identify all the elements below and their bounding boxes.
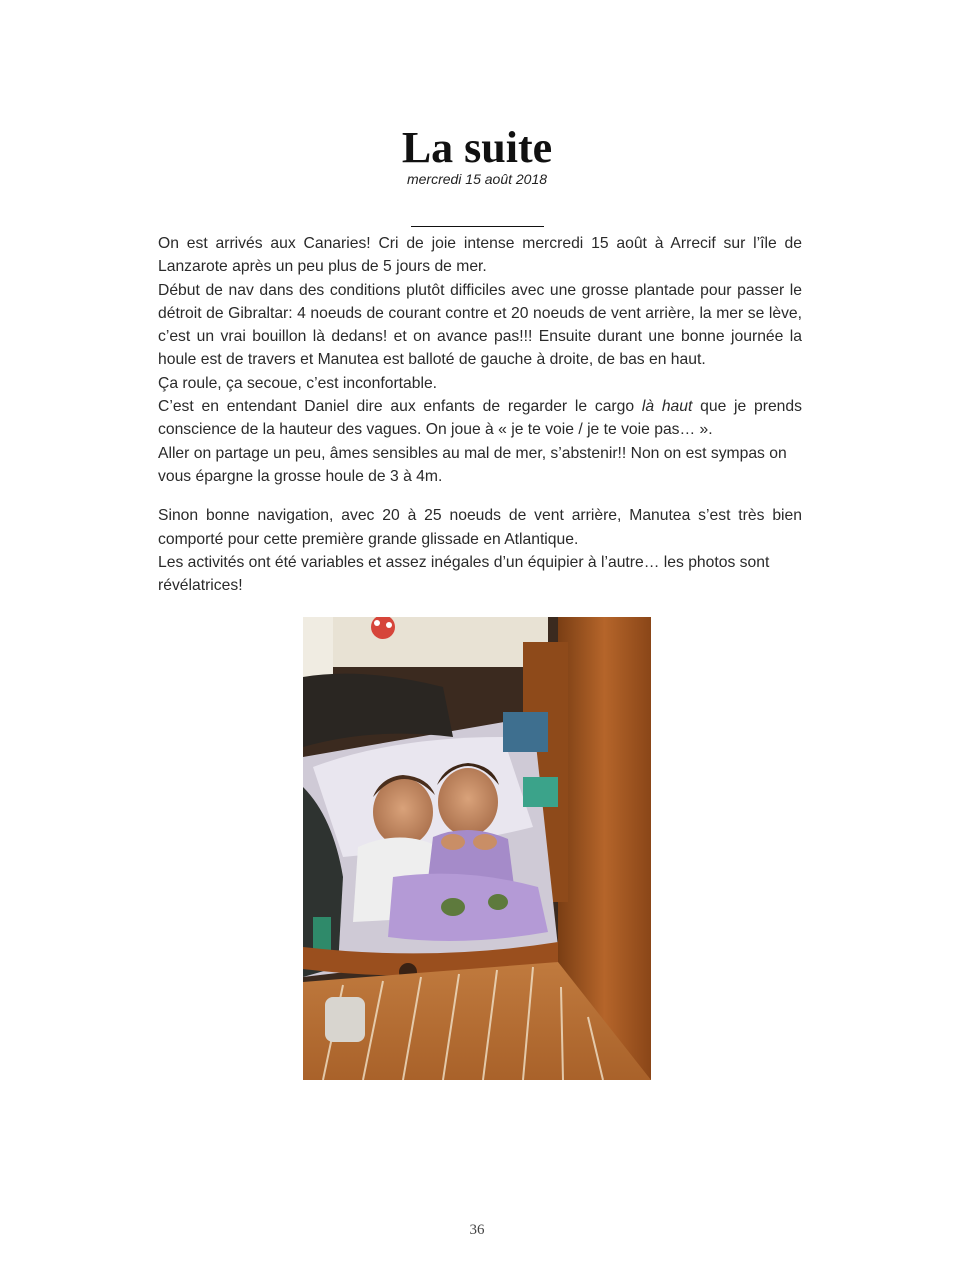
paragraph-gibraltar: Début de nav dans des conditions plutôt difficiles avec une grosse plantade pour passer le détroit de Gibraltar: 4 noeuds de courant contre et 20 noeuds de vent arrière, la mer se lève, c’est un vrai bouillon là dedans! et on avance pas!!! Ensuite durant une bonne journée la houle est de travers et Manutea est balloté de gauche à droite, de bas en haut. <box>158 281 802 369</box>
cargo-text-start: C’est en entendant Daniel dire aux enfants de regarder le cargo <box>158 398 642 416</box>
paragraph-cargo <box>158 395 802 442</box>
paragraph-gap <box>158 488 802 504</box>
paragraph-activities: Les activités ont été variables et assez inégales d’un équipier à l’autre… les photos sont révélatrices! <box>158 553 770 595</box>
page-title: La suite <box>401 123 553 172</box>
cargo-text-end: que je prends conscience de la hauteur des vagues. On joue à « je te voie / je te voie pas… ». <box>158 398 802 439</box>
page-number: 36 <box>469 1222 485 1238</box>
paragraph-rolling: Ça roule, ça secoue, c’est inconfortable. <box>158 374 438 392</box>
paragraph-arrival: On est arrivés aux Canaries! Cri de joie intense mercredi 15 août à Arrecif sur l’île de Lanzarote après un peu plus de 5 jours de mer. <box>158 235 802 276</box>
cargo-emphasis: là haut <box>641 398 693 416</box>
cabin-photo <box>303 617 651 1080</box>
cabin-photo-illustration <box>303 617 651 1080</box>
post-date: mercredi 15 août 2018 <box>406 171 548 187</box>
title-divider <box>411 226 544 227</box>
paragraph-navigation: Sinon bonne navigation, avec 20 à 25 noeuds de vent arrière, Manutea s’est très bien comporté pour cette première grande glissade en Atlantique. <box>158 507 802 548</box>
article-body <box>158 232 802 597</box>
paragraph-share: Aller on partage un peu, âmes sensibles au mal de mer, s’abstenir!! Non on est sympas on vous épargne la grosse houle de 3 à 4m. <box>158 444 787 485</box>
